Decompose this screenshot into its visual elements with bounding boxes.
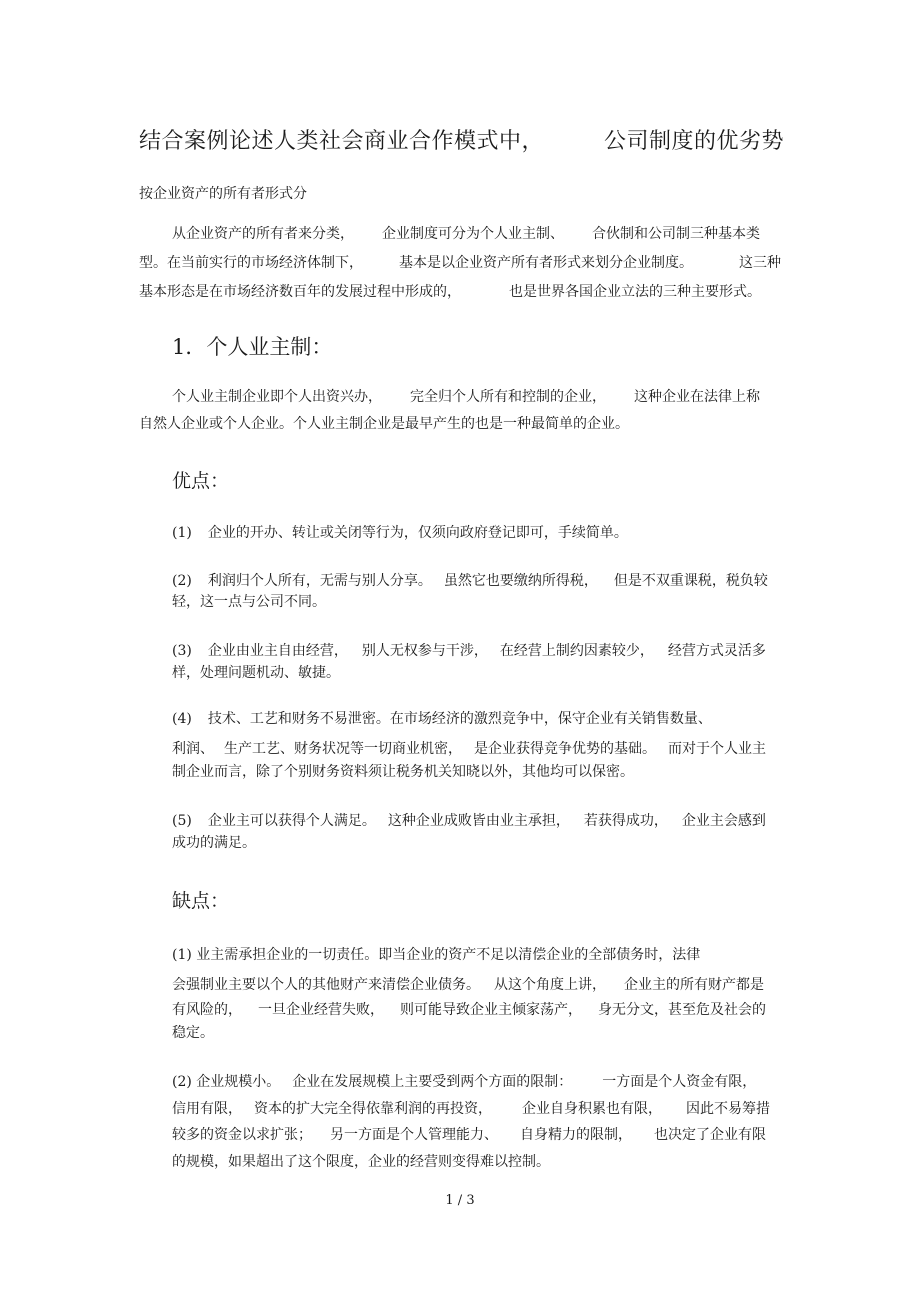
text-segment: 利润归个人所有，无需与别人分享。: [207, 573, 432, 589]
advantage-item-5-line-2: 成功的满足。: [172, 835, 256, 851]
text-segment: 自身精力的限制，: [520, 1127, 632, 1143]
text-segment: (2) 企业规模小。: [172, 1074, 281, 1090]
text-segment: 利润、: [172, 741, 214, 757]
document-title: [139, 124, 784, 155]
text-segment: 个人业主制企业即个人出资兴办，: [172, 389, 382, 405]
text-segment: 而对于个人业主: [668, 741, 766, 757]
text-segment: 企业的开办、转让或关闭等行为，仅须向政府登记即可，手续简单。: [207, 525, 628, 541]
advantage-item-1: [172, 523, 628, 543]
text-segment: 因此不易筹措: [686, 1101, 770, 1117]
disadvantage-item-1-line-3: [172, 1000, 766, 1020]
text-segment: 但是不双重课税，税负较: [613, 573, 768, 589]
item-number: (4): [172, 711, 192, 727]
advantage-item-4-line-3: 制企业而言，除了个别财务资料须让税务机关知晓以外，其他均可以保密。: [172, 764, 634, 780]
title-part-2: 公司制度的优劣势: [604, 129, 785, 154]
text-segment: 基本形态是在市场经济数百年的发展过程中形成的，: [139, 284, 461, 300]
subtitle: 按企业资产的所有者形式分: [139, 186, 307, 202]
item-number: (3): [172, 643, 192, 659]
text-segment: 企业由业主自由经营，: [207, 643, 348, 659]
page-indicator: 1 / 3: [445, 1193, 475, 1208]
intro-line-3: [139, 282, 761, 302]
disadvantage-item-1-line-1: (1) 业主需承担企业的一切责任。即当企业的资产不足以清偿企业的全部债务时，法律: [172, 947, 701, 963]
text-segment: 身无分文，甚至危及社会的: [598, 1002, 766, 1018]
disadvantage-item-2-line-2: [172, 1099, 770, 1119]
item-number: (2): [172, 573, 192, 589]
advantage-item-3-line-2: 样，处理问题机动、敏捷。: [172, 665, 340, 681]
advantage-item-5-line-1: [172, 811, 766, 831]
text-segment: 企业制度可分为个人业主制、: [382, 226, 564, 242]
text-segment: 一方面是个人资金有限，: [602, 1074, 757, 1090]
text-segment: 也决定了企业有限: [654, 1127, 766, 1143]
text-segment: 企业主会感到: [681, 813, 766, 829]
section1-para-line-1: [172, 387, 760, 407]
section-heading: 1．个人业主制：: [172, 335, 333, 359]
text-segment: 这三种: [739, 255, 781, 271]
advantage-item-2-line-2: 轻，这一点与公司不同。: [172, 594, 326, 610]
intro-line-1: [172, 224, 760, 244]
intro-line-2: [139, 253, 781, 273]
item-number: (5): [172, 813, 192, 829]
text-segment: 会强制业主要以个人的其他财产来清偿企业债务。: [172, 977, 480, 993]
text-segment: 合伙制和公司制三种基本类: [592, 226, 760, 242]
advantage-item-2-line-1: [172, 571, 768, 591]
text-segment: 虽然它也要缴纳所得税，: [443, 573, 598, 589]
text-segment: 在经营上制约因素较少，: [499, 643, 654, 659]
text-segment: 技术、工艺和财务不易泄密。在市场经济的激烈竞争中，保守企业有关销售数量、: [207, 711, 712, 727]
text-segment: 企业在发展规模上主要受到两个方面的限制：: [292, 1074, 573, 1090]
text-segment: 别人无权参与干涉，: [361, 643, 488, 659]
text-segment: 也是世界各国企业立法的三种主要形式。: [509, 284, 761, 300]
advantage-item-4-line-1: [172, 709, 712, 729]
section1-para-line-2: 自然人企业或个人企业。个人业主制企业是最早产生的也是一种最简单的企业。: [139, 416, 629, 432]
text-segment: 较多的资金以求扩张；: [172, 1127, 312, 1143]
text-segment: 经营方式灵活多: [667, 643, 766, 659]
text-segment: 则可能导致企业主倾家荡产，: [400, 1002, 582, 1018]
disadvantage-item-2-line-4: 的规模，如果超出了这个限度，企业的经营则变得难以控制。: [172, 1154, 550, 1170]
advantage-item-4-line-2: [172, 739, 766, 759]
text-segment: 信用有限，: [172, 1101, 242, 1117]
text-segment: 企业主的所有财产都是: [624, 977, 764, 993]
disadvantage-item-2-line-3: [172, 1125, 766, 1145]
text-segment: 是企业获得竞争优势的基础。: [474, 741, 656, 757]
disadvantage-item-2-line-1: [172, 1072, 756, 1092]
text-segment: 企业自身积累也有限，: [522, 1101, 662, 1117]
text-segment: 完全归个人所有和控制的企业，: [410, 389, 606, 405]
disadvantage-item-1-line-2: [172, 975, 764, 995]
text-segment: 型。在当前实行的市场经济体制下，: [139, 255, 363, 271]
text-segment: 资本的扩大完全得依靠利润的再投资，: [254, 1101, 492, 1117]
item-number: (1): [172, 525, 192, 541]
advantages-heading: 优点：: [172, 470, 230, 492]
text-segment: 若获得成功，: [583, 813, 668, 829]
text-segment: 基本是以企业资产所有者形式来划分企业制度。: [399, 255, 693, 271]
advantage-item-3-line-1: [172, 641, 766, 661]
text-segment: 另一方面是个人管理能力、: [330, 1127, 498, 1143]
text-segment: 从这个角度上讲，: [494, 977, 606, 993]
text-segment: 这种企业在法律上称: [634, 389, 760, 405]
text-segment: 有风险的，: [172, 1002, 242, 1018]
text-segment: 一旦企业经营失败，: [258, 1002, 384, 1018]
disadvantages-heading: 缺点：: [172, 890, 230, 912]
disadvantage-item-1-line-4: 稳定。: [172, 1025, 214, 1041]
text-segment: 这种企业成败皆由业主承担，: [387, 813, 570, 829]
title-part-1: 结合案例论述人类社会商业合作模式中，: [139, 129, 545, 154]
text-segment: 从企业资产的所有者来分类，: [172, 226, 354, 242]
text-segment: 生产工艺、财务状况等一切商业机密，: [224, 741, 462, 757]
text-segment: 企业主可以获得个人满足。: [207, 813, 376, 829]
